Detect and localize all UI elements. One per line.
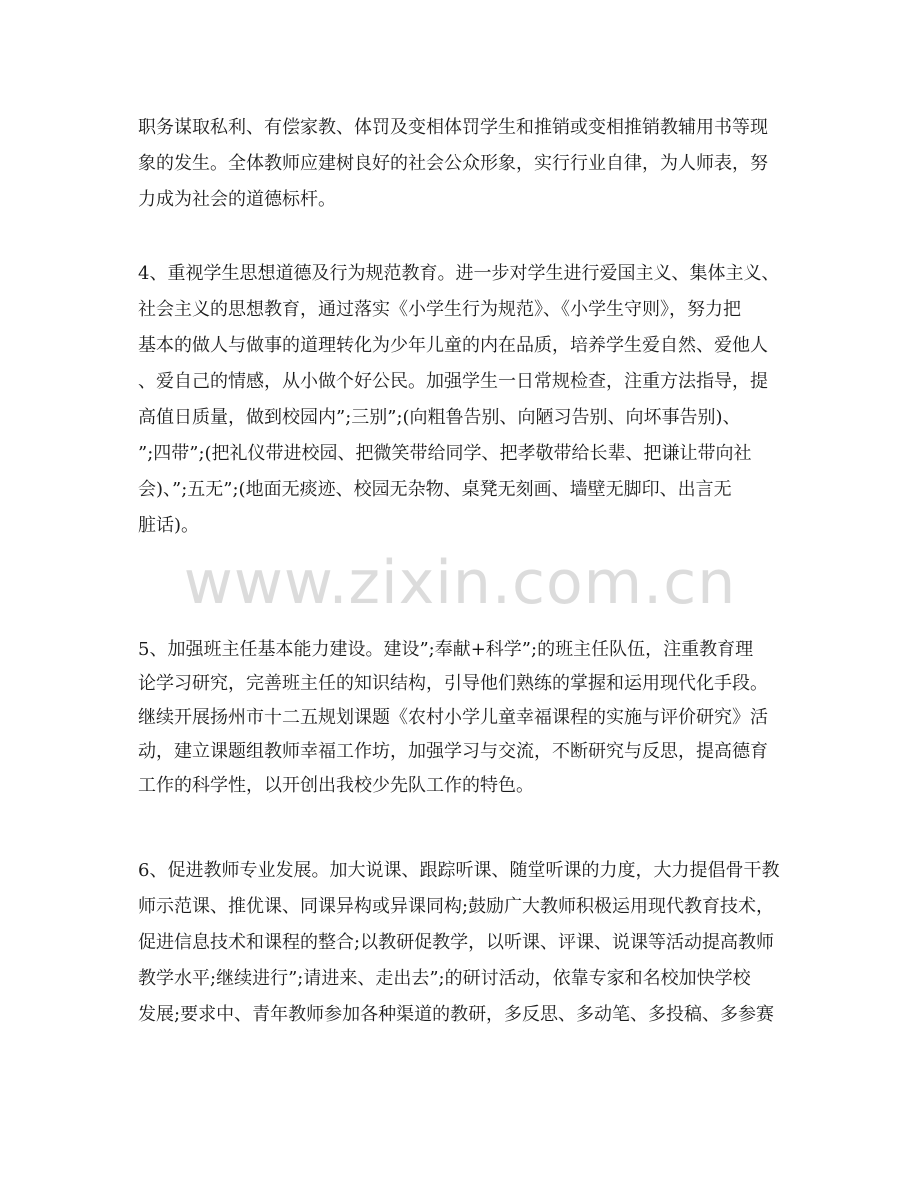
text-line: 社会主义的思想教育，通过落实《小学生行为规范》、《小学生守则》，努力把 xyxy=(138,299,741,320)
text-line: 职务谋取私利、有偿家教、体罚及变相体罚学生和推销或变相推销教辅用书等现 xyxy=(138,117,768,138)
paragraph-2 xyxy=(138,256,788,544)
text-line: 论学习研究，完善班主任的知识结构，引导他们熟练的掌握和运用现代化手段。 xyxy=(138,673,768,694)
text-line: 4、重视学生思想道德及行为规范教育。进一步对学生进行爱国主义、集体主义、 xyxy=(138,263,780,284)
text-line: 高值日质量，做到校园内”;三别”;(向粗鲁告别、向陋习告别、向坏事告别)、 xyxy=(138,407,741,428)
text-line: 工作的科学性，以开创出我校少先队工作的特色。 xyxy=(138,775,534,796)
text-line: 力成为社会的道德标杆。 xyxy=(138,189,336,210)
text-line: 5、加强班主任基本能力建设。建设”;奉献+科学”;的班主任队伍，注重教育理 xyxy=(138,639,754,660)
text-line: 继续开展扬州市十二五规划课题《农村小学儿童幸福课程的实施与评价研究》活 xyxy=(138,707,768,728)
text-line: 会)、”;五无”;(地面无痰迹、校园无杂物、桌凳无刻画、墙壁无脚印、出言无 xyxy=(138,479,732,500)
text-line: 脏话)。 xyxy=(138,515,200,536)
text-line: 6、促进教师专业发展。加大说课、跟踪听课、随堂听课的力度，大力提倡骨干教 xyxy=(138,860,780,881)
paragraph-4 xyxy=(138,853,788,1033)
text-line: 、爱自己的情感，从小做个好公民。加强学生一日常规检查，注重方法指导，提 xyxy=(138,371,768,392)
watermark: www.zixin.com.cn xyxy=(183,548,737,618)
text-line: ”;四带”;(把礼仪带进校园、把微笑带给同学、把孝敬带给长辈、把谦让带向社 xyxy=(138,443,752,464)
paragraph-1 xyxy=(138,110,788,218)
text-line: 象的发生。全体教师应建树良好的社会公众形象，实行行业自律，为人师表，努 xyxy=(138,153,768,174)
text-line: 发展;要求中、青年教师参加各种渠道的教研，多反思、多动笔、多投稿、多参赛 xyxy=(138,1004,775,1025)
text-line: 基本的做人与做事的道理转化为少年儿童的内在品质，培养学生爱自然、爱他人 xyxy=(138,335,768,356)
text-line: 促进信息技术和课程的整合;以教研促教学，以听课、评课、说课等活动提高教师 xyxy=(138,932,775,953)
text-line: 动，建立课题组教师幸福工作坊，加强学习与交流，不断研究与反思，提高德育 xyxy=(138,741,768,762)
text-line: 教学水平;继续进行”;请进来、走出去”;的研讨活动，依靠专家和名校加快学校 xyxy=(138,968,751,989)
text-line: 师示范课、推优课、同课异构或异课同构;鼓励广大教师积极运用现代教育技术， xyxy=(138,896,775,917)
paragraph-3 xyxy=(138,633,788,803)
